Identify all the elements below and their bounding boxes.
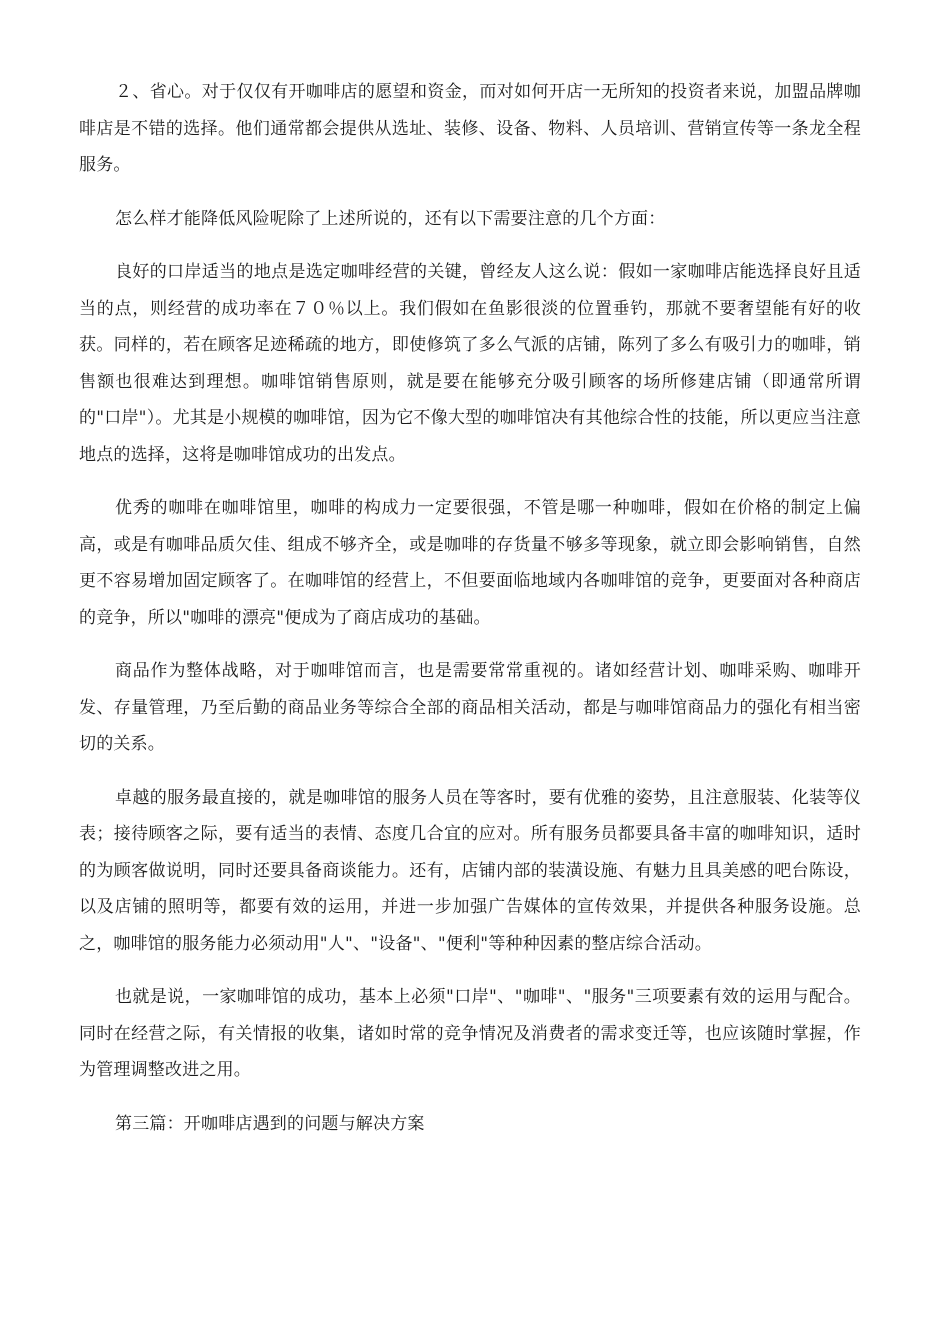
paragraph-coffee-quality: 优秀的咖啡在咖啡馆里，咖啡的构成力一定要很强，不管是哪一种咖啡，假如在价格的制定上偏高，或是有咖啡品质欠佳、组成不够齐全，或是咖啡的存货量不够多等现象，就立即会影响销售，自然更不容易增加固定顾客了。在咖啡馆的经营上，不但要面临地域内各咖啡馆的竞争，更要面对各种商店的竞争，所以"咖啡的漂亮"便成为了商店成功的基础。 xyxy=(79,498,861,628)
document-body xyxy=(79,74,861,1142)
paragraph-conclusion: 也就是说，一家咖啡馆的成功，基本上必须"口岸"、"咖啡"、"服务"三项要素有效的运用与配合。同时在经营之际，有关情报的收集，诸如时常的竞争情况及消费者的需求变迁等，也应该随时掌握，作为管理调整改进之用。 xyxy=(79,987,861,1080)
paragraph-product-strategy: 商品作为整体战略，对于咖啡馆而言，也是需要常常重视的。诸如经营计划、咖啡采购、咖啡开发、存量管理，乃至后勤的商品业务等综合全部的商品相关活动，都是与咖啡馆商品力的强化有相当密切的关系。 xyxy=(79,661,861,754)
paragraph-location: 良好的口岸适当的地点是选定咖啡经营的关键，曾经友人这么说：假如一家咖啡店能选择良好且适当的点，则经营的成功率在７０％以上。我们假如在鱼影很淡的位置垂钓，那就不要奢望能有好的收获。同样的，若在顾客足迹稀疏的地方，即使修筑了多么气派的店铺，陈列了多么有吸引力的咖啡，销售额也很难达到理想。咖啡馆销售原则，就是要在能够充分吸引顾客的场所修建店铺（即通常所谓的"口岸"）。尤其是小规模的咖啡馆，因为它不像大型的咖啡馆决有其他综合性的技能，所以更应当注意地点的选择，这将是咖啡馆成功的出发点。 xyxy=(79,262,861,465)
paragraph-reduce-risk: 怎么样才能降低风险呢除了上述所说的，还有以下需要注意的几个方面： xyxy=(115,208,666,229)
paragraph-service: 卓越的服务最直接的，就是咖啡馆的服务人员在等客时，要有优雅的姿势，且注意服装、化装等仪表；接待顾客之际，要有适当的表情、态度几合宜的应对。所有服务员都要具备丰富的咖啡知识，适时的为顾客做说明，同时还要具备商谈能力。还有，店铺内部的装潢设施、有魅力且具美感的吧台陈设，以及店铺的照明等，都要有效的运用，并进一步加强广告媒体的宣传效果，并提供各种服务设施。总之，咖啡馆的服务能力必须动用"人"、"设备"、"便利"等种种因素的整店综合活动。 xyxy=(79,787,861,954)
paragraph-convenience: ２、省心。对于仅仅有开咖啡店的愿望和资金，而对如何开店一无所知的投资者来说，加盟品牌咖啡店是不错的选择。他们通常都会提供从选址、装修、设备、物料、人员培训、营销宣传等一条龙全程服务。 xyxy=(79,82,861,175)
section-heading: 第三篇：开咖啡店遇到的问题与解决方案 xyxy=(115,1113,425,1134)
